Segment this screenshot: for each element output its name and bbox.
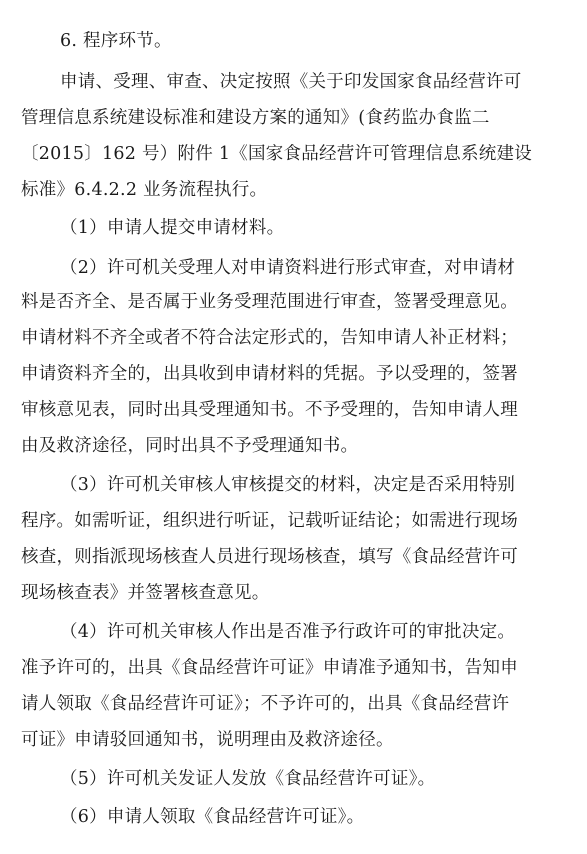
step-5-line-1: （5）许可机关发证人发放《食品经营许可证》。 (60, 769, 436, 789)
intro-line-3: 〔2015〕162 号）附件 1《国家食品经营许可管理信息系统建设 (21, 144, 532, 164)
step-2-line-2: 料是否齐全、是否属于业务受理范围进行审查，签署受理意见。 (21, 292, 518, 312)
step-3-line-1: （3）许可机关审核人审核提交的材料，决定是否采用特别 (60, 475, 516, 495)
intro-line-4: 标准》6.4.2.2 业务流程执行。 (21, 180, 268, 200)
step-2-line-6: 由及救济途径，同时出具不予受理通知书。 (21, 436, 359, 456)
step-2-line-3: 申请材料不齐全或者不符合法定形式的，告知申请人补正材料； (21, 328, 518, 348)
step-2-line-1: （2）许可机关受理人对申请资料进行形式审查，对申请材 (60, 258, 516, 278)
step-4-line-1: （4）许可机关审核人作出是否准予行政许可的审批决定。 (60, 622, 516, 642)
step-2-line-5: 审核意见表，同时出具受理通知书。不予受理的，告知申请人理 (21, 400, 518, 420)
step-1-line-1: （1）申请人提交申请材料。 (60, 218, 285, 238)
section-heading: 6. 程序环节。 (60, 31, 172, 51)
step-4-line-4: 可证》申请驳回通知书，说明理由及救济途径。 (21, 730, 394, 750)
step-4-line-3: 请人领取《食品经营许可证》；不予许可的，出具《食品经营许 (21, 694, 510, 714)
step-6-line-1: （6）申请人领取《食品经营许可证》。 (60, 807, 365, 827)
step-3-line-4: 现场核查表》并签署核查意见。 (21, 583, 270, 603)
step-4-line-2: 准予许可的，出具《食品经营许可证》申请准予通知书，告知申 (21, 658, 518, 678)
intro-line-2: 管理信息系统建设标准和建设方案的通知》(食药监办食监二 (21, 108, 490, 128)
intro-line-1: 申请、受理、审查、决定按照《关于印发国家食品经营许可 (60, 72, 522, 92)
step-3-line-2: 程序。如需听证，组织进行听证，记载听证结论；如需进行现场 (21, 511, 518, 531)
step-2-line-4: 申请资料齐全的，出具收到申请材料的凭据。予以受理的，签署 (21, 364, 518, 384)
step-3-line-3: 核查，则指派现场核查人员进行现场核查，填写《食品经营许可 (21, 547, 518, 567)
